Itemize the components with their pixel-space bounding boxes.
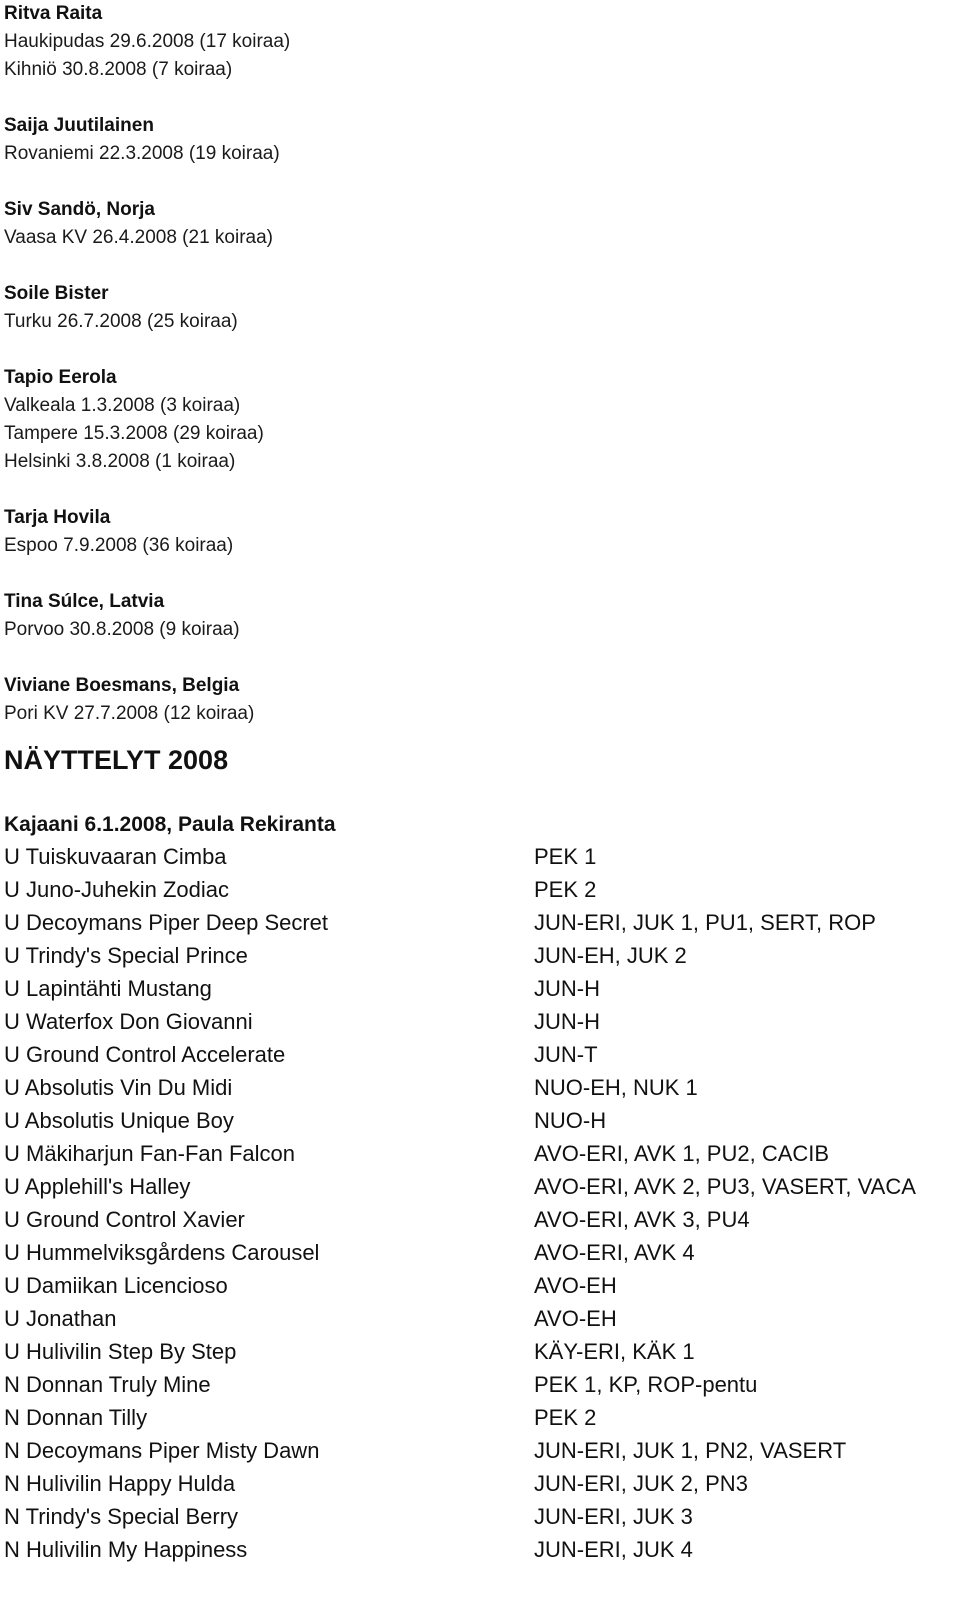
show-entry: Valkeala 1.3.2008 (3 koiraa) (4, 395, 241, 416)
spacer (4, 84, 954, 112)
result-row (4, 1170, 954, 1203)
result-row (4, 1038, 954, 1071)
judge-block (4, 196, 954, 252)
judge-block (4, 588, 954, 644)
award-text: PEK 1, KP, ROP-pentu (534, 1372, 758, 1397)
result-row (4, 1104, 954, 1137)
result-row (4, 972, 954, 1005)
show-entry: Haukipudas 29.6.2008 (17 koiraa) (4, 31, 291, 52)
award-text: JUN-ERI, JUK 1, PU1, SERT, ROP (534, 910, 876, 935)
award-text: JUN-ERI, JUK 1, PN2, VASERT (534, 1438, 847, 1463)
award-text: JUN-EH, JUK 2 (534, 943, 687, 968)
award-text: JUN-T (534, 1042, 598, 1067)
judge-block (4, 364, 954, 476)
judge-name: Tapio Eerola (4, 367, 117, 388)
show-entry: Espoo 7.9.2008 (36 koiraa) (4, 535, 234, 556)
dog-name: N Donnan Tilly (4, 1405, 148, 1430)
judge-name: Siv Sandö, Norja (4, 199, 155, 220)
dog-name: U Ground Control Xavier (4, 1207, 245, 1232)
show-entry: Rovaniemi 22.3.2008 (19 koiraa) (4, 143, 280, 164)
dog-name: U Absolutis Unique Boy (4, 1108, 234, 1133)
dog-name: N Hulivilin My Happiness (4, 1537, 248, 1562)
award-text: PEK 2 (534, 877, 597, 902)
judge-block (4, 672, 954, 728)
dog-name: N Decoymans Piper Misty Dawn (4, 1438, 320, 1463)
dog-name: U Hummelviksgårdens Carousel (4, 1240, 320, 1265)
spacer (4, 336, 954, 364)
award-text: NUO-EH, NUK 1 (534, 1075, 698, 1100)
judge-name: Ritva Raita (4, 3, 103, 24)
award-text: AVO-ERI, AVK 4 (534, 1240, 695, 1265)
show-entry: Tampere 15.3.2008 (29 koiraa) (4, 423, 264, 444)
award-text: JUN-ERI, JUK 4 (534, 1537, 693, 1562)
dog-name: U Tuiskuvaaran Cimba (4, 844, 227, 869)
dog-name: U Juno-Juhekin Zodiac (4, 877, 230, 902)
judge-block (4, 280, 954, 336)
award-text: AVO-ERI, AVK 2, PU3, VASERT, VACA (534, 1174, 916, 1199)
spacer (4, 476, 954, 504)
spacer (4, 560, 954, 588)
award-text: JUN-ERI, JUK 3 (534, 1504, 693, 1529)
results-list (4, 840, 954, 1566)
judge-block (4, 504, 954, 560)
spacer (4, 168, 954, 196)
award-text: AVO-EH (534, 1306, 617, 1331)
judge-name: Soile Bister (4, 283, 109, 304)
dog-name: N Donnan Truly Mine (4, 1372, 211, 1397)
spacer (4, 644, 954, 672)
dog-name: U Hulivilin Step By Step (4, 1339, 237, 1364)
result-row (4, 1302, 954, 1335)
dog-name: U Decoymans Piper Deep Secret (4, 910, 329, 935)
result-row (4, 1467, 954, 1500)
judge-name: Tina Súlce, Latvia (4, 591, 165, 612)
document-page (4, 0, 954, 1566)
award-text: AVO-ERI, AVK 3, PU4 (534, 1207, 750, 1232)
result-row (4, 873, 954, 906)
dog-name: U Applehill's Halley (4, 1174, 191, 1199)
spacer (4, 252, 954, 280)
award-text: PEK 1 (534, 844, 597, 869)
show-heading: Kajaani 6.1.2008, Paula Rekiranta (4, 813, 336, 836)
section-heading: NÄYTTELYT 2008 (4, 745, 229, 775)
award-text: AVO-EH (534, 1273, 617, 1298)
dog-name: U Lapintähti Mustang (4, 976, 212, 1001)
show-entry: Helsinki 3.8.2008 (1 koiraa) (4, 451, 236, 472)
result-row (4, 1533, 954, 1566)
result-row (4, 1137, 954, 1170)
judge-name: Saija Juutilainen (4, 115, 154, 136)
award-text: NUO-H (534, 1108, 607, 1133)
result-row (4, 1368, 954, 1401)
show-entry: Vaasa KV 26.4.2008 (21 koiraa) (4, 227, 273, 248)
dog-name: U Absolutis Vin Du Midi (4, 1075, 233, 1100)
result-row (4, 1236, 954, 1269)
result-row (4, 1335, 954, 1368)
award-text: AVO-ERI, AVK 1, PU2, CACIB (534, 1141, 830, 1166)
dog-name: U Jonathan (4, 1306, 117, 1331)
award-text: KÄY-ERI, KÄK 1 (534, 1339, 695, 1364)
result-row (4, 1401, 954, 1434)
dog-name: U Ground Control Accelerate (4, 1042, 286, 1067)
result-row (4, 840, 954, 873)
dog-name: U Waterfox Don Giovanni (4, 1009, 253, 1034)
result-row (4, 1005, 954, 1038)
dog-name: N Trindy's Special Berry (4, 1504, 239, 1529)
result-row (4, 1500, 954, 1533)
result-row (4, 1071, 954, 1104)
judge-name: Tarja Hovila (4, 507, 111, 528)
show-entry: Porvoo 30.8.2008 (9 koiraa) (4, 619, 240, 640)
dog-name: U Trindy's Special Prince (4, 943, 248, 968)
award-text: JUN-H (534, 1009, 600, 1034)
result-row (4, 939, 954, 972)
show-entry: Pori KV 27.7.2008 (12 koiraa) (4, 703, 255, 724)
result-row (4, 1203, 954, 1236)
show-entry: Kihniö 30.8.2008 (7 koiraa) (4, 59, 233, 80)
award-text: JUN-ERI, JUK 2, PN3 (534, 1471, 748, 1496)
dog-name: U Damiikan Licencioso (4, 1273, 228, 1298)
dog-name: N Hulivilin Happy Hulda (4, 1471, 236, 1496)
award-text: PEK 2 (534, 1405, 597, 1430)
result-row (4, 906, 954, 939)
judge-block (4, 0, 954, 84)
judge-block (4, 112, 954, 168)
judge-name: Viviane Boesmans, Belgia (4, 675, 240, 696)
result-row (4, 1269, 954, 1302)
award-text: JUN-H (534, 976, 600, 1001)
dog-name: U Mäkiharjun Fan-Fan Falcon (4, 1141, 296, 1166)
result-row (4, 1434, 954, 1467)
show-entry: Turku 26.7.2008 (25 koiraa) (4, 311, 238, 332)
